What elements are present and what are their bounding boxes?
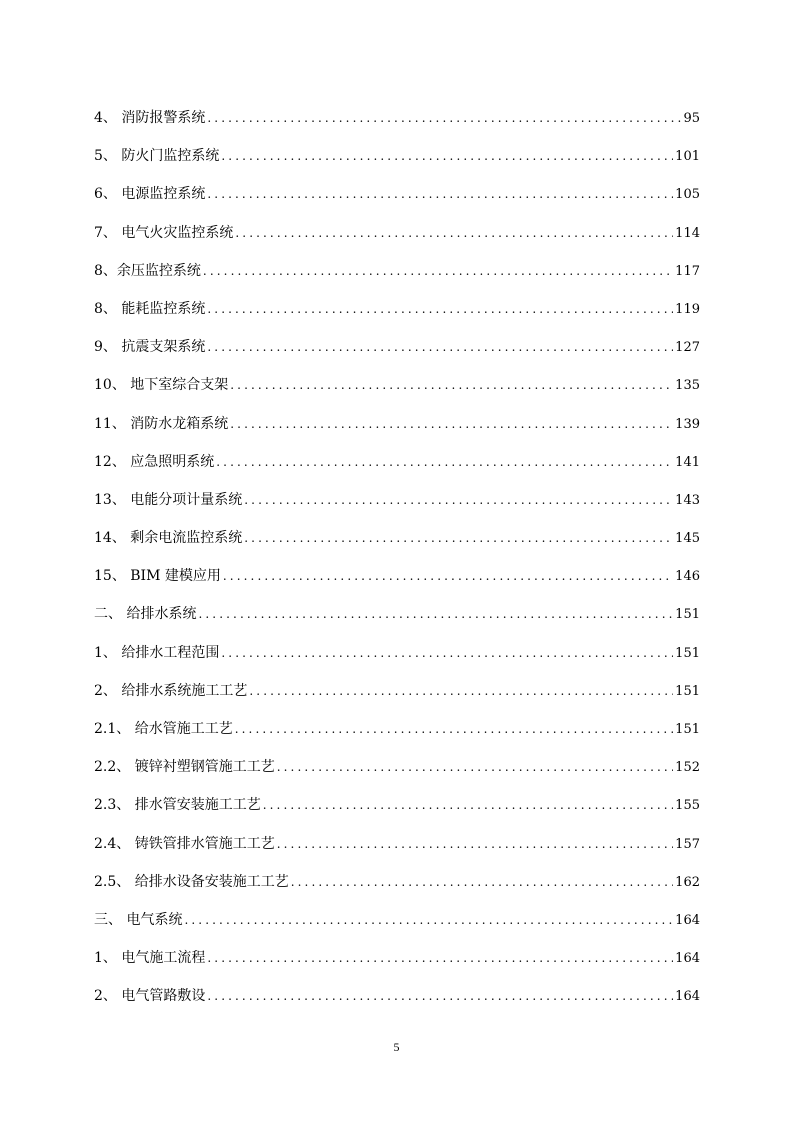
toc-entry-page: 151 xyxy=(675,645,700,661)
toc-entry-page: 155 xyxy=(675,798,700,814)
toc-leader-dots xyxy=(291,872,673,892)
toc-leader-dots xyxy=(198,604,673,624)
toc-entry[interactable] xyxy=(94,414,700,452)
toc-leader-dots xyxy=(221,146,673,166)
toc-entry[interactable] xyxy=(94,184,700,222)
toc-entry[interactable] xyxy=(94,261,700,299)
toc-entry-label: 13、 电能分项计量系统 xyxy=(94,491,243,508)
toc-entry[interactable] xyxy=(94,375,700,413)
toc-entry-label: 2、 给排水系统施工工艺 xyxy=(94,682,248,699)
toc-entry-page: 151 xyxy=(675,607,700,623)
toc-entry-page: 141 xyxy=(675,454,700,470)
toc-entry-page: 157 xyxy=(675,836,700,852)
toc-entry-label: 2.2、 镀锌衬塑钢管施工工艺 xyxy=(94,759,275,776)
toc-leader-dots xyxy=(244,490,673,510)
toc-entry-label: 1、 给排水工程范围 xyxy=(94,644,220,661)
toc-leader-dots xyxy=(223,566,673,586)
toc-leader-dots xyxy=(207,337,673,357)
toc-entry-label: 2.4、 铸铁管排水管施工工艺 xyxy=(94,835,275,852)
toc-entry[interactable] xyxy=(94,146,700,184)
toc-entry[interactable] xyxy=(94,834,700,872)
toc-entry[interactable] xyxy=(94,452,700,490)
toc-entry[interactable] xyxy=(94,108,700,146)
toc-entry[interactable] xyxy=(94,681,700,719)
toc-leader-dots xyxy=(207,108,681,128)
toc-entry-page: 151 xyxy=(675,722,700,737)
toc-entry-label: 14、 剩余电流监控系统 xyxy=(94,530,243,547)
toc-leader-dots xyxy=(207,948,673,968)
toc-entry[interactable] xyxy=(94,719,700,757)
toc-entry-label: 8、余压监控系统 xyxy=(94,262,201,279)
toc-leader-dots xyxy=(244,528,673,548)
toc-entry-page: 151 xyxy=(675,683,700,699)
toc-leader-dots xyxy=(277,757,673,777)
toc-entry-label: 15、 BIM 建模应用 xyxy=(94,568,221,585)
toc-entry-label: 二、 给排水系统 xyxy=(94,606,197,623)
toc-entry[interactable] xyxy=(94,910,700,948)
toc-entry-label: 6、 电源监控系统 xyxy=(94,186,206,203)
toc-entry[interactable] xyxy=(94,528,700,566)
toc-entry-page: 164 xyxy=(675,989,700,1005)
toc-leader-dots xyxy=(207,299,673,319)
toc-entry-label: 8、 能耗监控系统 xyxy=(94,300,206,317)
toc-leader-dots xyxy=(230,414,673,434)
toc-entry-page: 127 xyxy=(675,340,700,356)
toc-entry[interactable] xyxy=(94,490,700,528)
toc-entry[interactable] xyxy=(94,643,700,681)
table-of-contents xyxy=(94,108,700,1025)
toc-entry-label: 2.3、 排水管安装施工工艺 xyxy=(94,797,261,814)
toc-entry-label: 5、 防火门监控系统 xyxy=(94,148,220,165)
toc-entry-label: 9、 抗震支架系统 xyxy=(94,339,206,356)
toc-entry-label: 4、 消防报警系统 xyxy=(94,110,206,126)
toc-entry-label: 7、 电气火灾监控系统 xyxy=(94,224,234,241)
toc-entry-page: 117 xyxy=(675,263,700,279)
toc-entry[interactable] xyxy=(94,604,700,642)
page-number: 5 xyxy=(393,1040,400,1054)
toc-leader-dots xyxy=(184,910,673,930)
toc-entry-label: 2、 电气管路敷设 xyxy=(94,988,206,1005)
toc-entry-page: 145 xyxy=(675,531,700,547)
toc-entry[interactable] xyxy=(94,795,700,833)
toc-entry-page: 152 xyxy=(675,760,700,776)
toc-leader-dots xyxy=(263,795,673,815)
toc-entry[interactable] xyxy=(94,986,700,1024)
toc-entry-page: 143 xyxy=(675,492,700,508)
toc-leader-dots xyxy=(277,834,673,854)
toc-leader-dots xyxy=(207,986,673,1006)
toc-leader-dots xyxy=(207,184,673,204)
toc-leader-dots xyxy=(235,223,673,243)
toc-leader-dots xyxy=(249,681,673,701)
toc-entry-page: 119 xyxy=(675,301,700,317)
toc-leader-dots xyxy=(230,375,673,395)
toc-entry[interactable] xyxy=(94,566,700,604)
toc-entry-page: 162 xyxy=(675,874,700,890)
toc-entry-page: 135 xyxy=(675,378,700,394)
toc-entry-label: 12、 应急照明系统 xyxy=(94,453,215,470)
toc-entry-page: 164 xyxy=(675,951,700,967)
toc-leader-dots xyxy=(203,261,673,281)
toc-entry-page: 101 xyxy=(675,149,700,165)
toc-leader-dots xyxy=(221,643,673,663)
toc-entry-page: 105 xyxy=(675,187,700,203)
toc-entry-page: 146 xyxy=(675,569,700,585)
toc-entry-page: 139 xyxy=(675,416,700,432)
toc-entry-label: 1、 电气施工流程 xyxy=(94,950,206,967)
toc-entry-label: 2.5、 给排水设备安装施工工艺 xyxy=(94,873,289,890)
toc-entry-page: 95 xyxy=(683,111,700,126)
toc-entry[interactable] xyxy=(94,757,700,795)
toc-entry-label: 10、 地下室综合支架 xyxy=(94,377,229,394)
toc-entry-page: 164 xyxy=(675,912,700,928)
toc-leader-dots xyxy=(216,452,673,472)
toc-entry[interactable] xyxy=(94,337,700,375)
toc-entry-label: 2.1、 给水管施工工艺 xyxy=(94,721,233,737)
toc-entry-label: 三、 电气系统 xyxy=(94,911,183,928)
toc-leader-dots xyxy=(235,719,673,739)
toc-entry[interactable] xyxy=(94,223,700,261)
toc-entry[interactable] xyxy=(94,872,700,910)
toc-entry-label: 11、 消防水龙箱系统 xyxy=(94,415,229,432)
toc-entry[interactable] xyxy=(94,948,700,986)
toc-entry[interactable] xyxy=(94,299,700,337)
toc-entry-page: 114 xyxy=(675,225,700,241)
